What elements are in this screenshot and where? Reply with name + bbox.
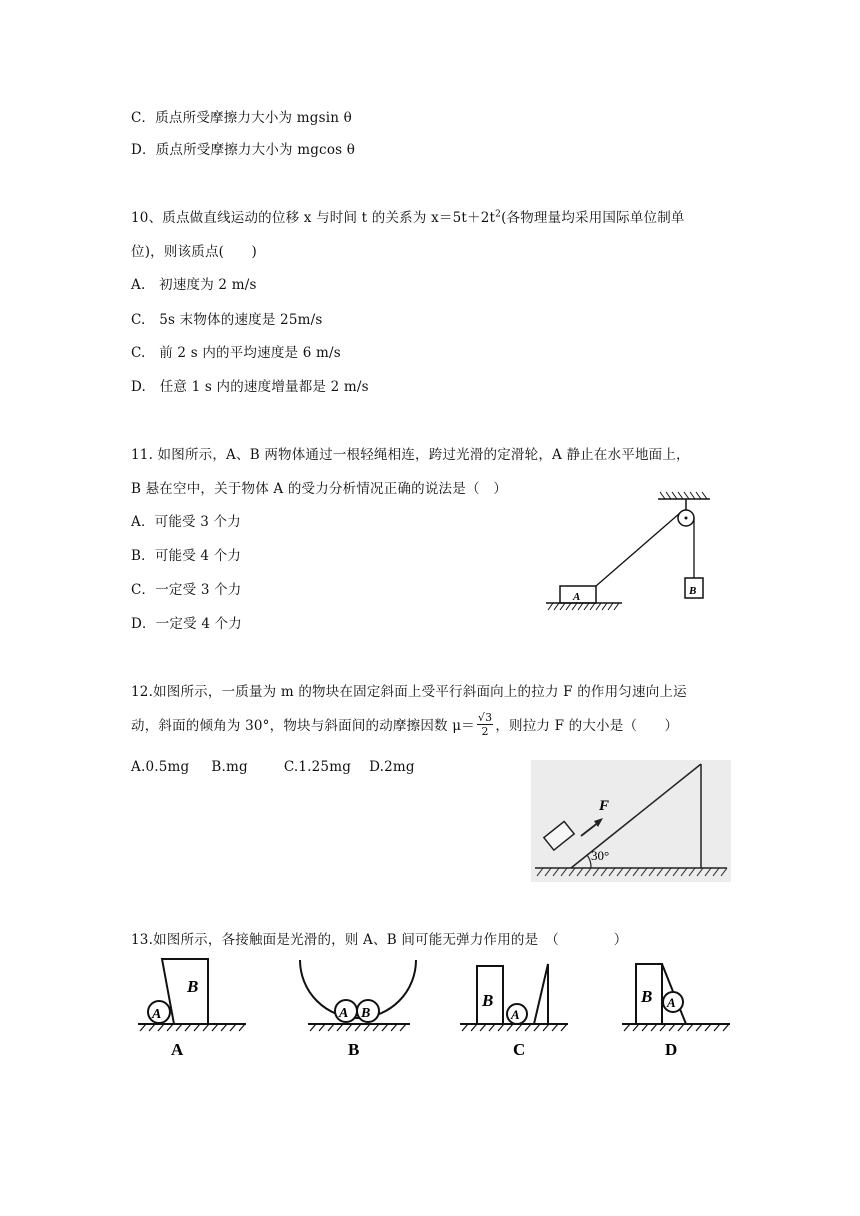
q11-stem-line-1: 11. 如图所示，A、B 两物体通过一根轻绳相连，跨过光滑的定滑轮，A 静止在水平地面上， <box>131 447 690 463</box>
q10-option-c: C. 前 2 s 内的平均速度是 6 m/s <box>131 345 341 361</box>
q10-stem-line-2: 位)，则该质点( ) <box>131 244 258 260</box>
fig-b-caption: B <box>348 1040 360 1059</box>
fig-b-ball-label: A <box>339 1006 349 1021</box>
q10-option-d: D. 任意 1 s 内的速度增量都是 2 m/s <box>131 379 369 395</box>
q11-option-c: C．一定受 3 个力 <box>131 582 242 598</box>
fig-b-block-label: B <box>361 1006 371 1021</box>
block-b-label: B <box>689 585 697 597</box>
q12-stem-line-2 <box>131 706 678 742</box>
q12-options <box>131 759 415 775</box>
q13-figure-b <box>300 960 416 1059</box>
q13-figure-c <box>460 964 568 1059</box>
q12-incline-diagram <box>531 760 731 882</box>
mu-numerator: √3 <box>477 710 493 724</box>
fig-d-caption: D <box>665 1040 678 1059</box>
block-a-label: A <box>573 591 581 603</box>
q10-option-a: A. 初速度为 2 m/s <box>131 277 257 293</box>
q12-stem-part: ，则拉力 F 的大小是（ ） <box>495 718 679 734</box>
q13-figure-a <box>138 959 246 1059</box>
q9-option-d: D．质点所受摩擦力大小为 mgcos θ <box>131 142 356 158</box>
mu-fraction <box>477 711 493 738</box>
fig-a-block-label: B <box>187 977 199 996</box>
q12-option-d: D.2mg <box>369 759 415 775</box>
q12-option-a: A.0.5mg <box>131 759 190 775</box>
fig-a-ball-label: A <box>152 1007 162 1022</box>
q10-stem-part: 10、质点做直线运动的位移 x 与时间 t 的关系为 x＝5t＋2t <box>131 210 496 226</box>
force-f-label: F <box>599 798 610 814</box>
fig-c-ball-label: A <box>511 1007 520 1022</box>
q10-exponent: 2 <box>495 209 502 220</box>
q11-stem-line-2: B 悬在空中，关于物体 A 的受力分析情况正确的说法是（ ） <box>131 481 508 497</box>
q9-option-c: C．质点所受摩擦力大小为 mgsin θ <box>131 110 352 126</box>
q11-option-b: B．可能受 4 个力 <box>131 548 242 564</box>
q12-stem-line-1: 12.如图所示，一质量为 m 的物块在固定斜面上受平行斜面向上的拉力 F 的作用匀速向上运 <box>131 684 687 700</box>
q12-option-b: B.mg <box>211 759 248 775</box>
fig-c-caption: C <box>513 1040 526 1059</box>
angle-label: 30° <box>591 848 610 863</box>
q11-option-d: D．一定受 4 个力 <box>131 616 242 632</box>
fig-d-block-label: B <box>641 987 653 1006</box>
q13-options-diagram <box>130 952 740 1064</box>
q12-stem-part: 动，斜面的倾角为 30°，物块与斜面间的动摩擦因数 μ＝ <box>131 718 475 734</box>
q11-option-a: A．可能受 3 个力 <box>131 514 241 530</box>
q13-stem: 13.如图所示，各接触面是光滑的，则 A、B 间可能无弹力作用的是 （ ） <box>131 932 628 948</box>
fig-a-caption: A <box>171 1040 184 1059</box>
fig-d-ball-label: A <box>667 995 676 1010</box>
q10-option-b: C. 5s 末物体的速度是 25m/s <box>131 312 323 328</box>
q13-figure-d <box>622 964 730 1059</box>
q10-stem-part: (各物理量均采用国际单位制单 <box>501 210 685 226</box>
q10-stem-line-1 <box>131 206 685 226</box>
q12-option-c: C.1.25mg <box>283 759 352 775</box>
q11-pulley-diagram <box>538 488 728 618</box>
fig-c-block-label: B <box>482 991 494 1010</box>
mu-denominator: 2 <box>481 724 489 738</box>
